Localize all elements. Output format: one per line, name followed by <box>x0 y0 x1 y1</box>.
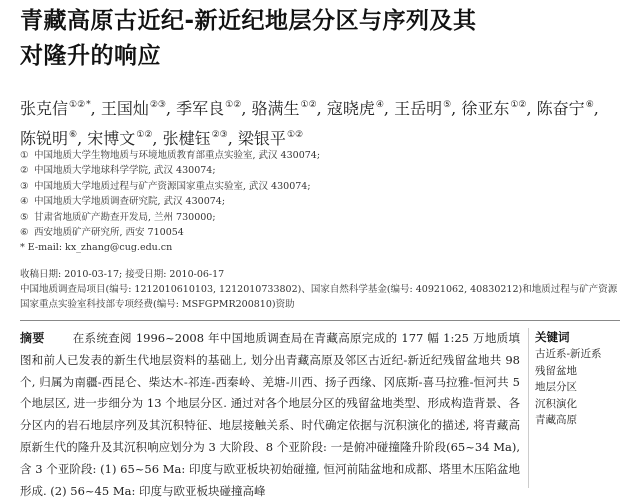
affiliation-text: 中国地质大学生物地质与环境地质教育部重点实验室, 武汉 430074; <box>34 150 321 161</box>
author-name <box>20 99 91 118</box>
author-affiliation-marker: ①② <box>510 100 527 110</box>
keyword-item: 青藏高原 <box>535 414 577 427</box>
affiliation-item <box>20 225 620 240</box>
affiliation-text: 中国地质大学地质过程与矿产资源国家重点实验室, 武汉 430074; <box>34 180 311 192</box>
author-name-text: 寇晓虎 <box>326 99 375 118</box>
author-name-text: 张克信 <box>20 99 69 118</box>
affiliation-item <box>20 148 620 163</box>
author-name <box>87 129 152 148</box>
affiliation-item <box>20 194 620 209</box>
author-affiliation-marker: ①② <box>300 100 317 110</box>
author-name <box>537 99 594 118</box>
author-name-text: 徐亚东 <box>461 99 510 118</box>
affiliation-item <box>20 179 620 194</box>
abstract-section <box>20 328 520 502</box>
affiliation-list <box>20 148 620 256</box>
author-name-text: 陈锐明 <box>20 129 69 148</box>
author-name-text: 王岳明 <box>394 99 443 118</box>
author-name <box>251 99 316 118</box>
author-list: 张克信①②*, 王国灿②③, 季军良①②, 骆满生①②, 寇晓虎④, 王岳明⑤, 徐亚东①②, 陈奋宁⑥, 陈锐明⑥, 宋博文①②, 张楗钰②③, 梁银平①② <box>20 99 599 148</box>
author-affiliation-marker: ②③ <box>211 130 228 140</box>
corresponding-author-marker: * <box>86 100 91 110</box>
author-name-text: 张楗钰 <box>162 129 211 148</box>
keyword-item: 古近系-新近系 <box>535 348 602 360</box>
funding-statement: 中国地质调查局项目(编号: 1212010610103, 1212010733802)、国家自然科学基金(编号: 40921062, 40830212)和地质过程与矿产资源国家重点实验室科技部专项经费(编号: MSFGPMR200810)资助 <box>20 284 618 310</box>
affiliation-number: ① <box>20 150 29 161</box>
author-name-text: 陈奋宁 <box>536 99 585 118</box>
author-name-text: 王国灿 <box>100 99 149 118</box>
received-accepted-dates: 收稿日期: 2010-03-17; 接受日期: 2010-06-17 <box>20 269 225 280</box>
affiliation-text: 西安地质矿产研究所, 西安 710054 <box>34 227 184 239</box>
title-line-1: 青藏高原古近纪-新近纪地层分区与序列及其 <box>20 8 477 34</box>
author-name-text: 季军良 <box>176 99 225 118</box>
keywords-box <box>528 328 637 488</box>
author-name <box>176 99 241 118</box>
author-affiliation-marker: ②③ <box>149 100 166 110</box>
affiliation-number: ⑤ <box>20 211 29 223</box>
affiliation-number: ④ <box>20 196 29 208</box>
affiliation-number: ⑥ <box>20 227 29 239</box>
author-name-text: 骆满生 <box>251 99 300 118</box>
keywords-title: 关键词 <box>535 330 570 344</box>
affiliation-text: 中国地质大学地质调查研究院, 武汉 430074; <box>34 196 226 208</box>
author-affiliation-marker: ①② <box>225 100 242 110</box>
keyword-item: 残留盆地 <box>535 364 577 377</box>
title-line-2: 对隆升的响应 <box>20 43 161 69</box>
author-affiliation-marker: ①② <box>136 130 153 140</box>
author-affiliation-marker: ⑥ <box>69 130 78 140</box>
article-meta <box>20 267 626 312</box>
author-name <box>327 99 384 118</box>
author-name <box>394 99 451 118</box>
abstract-text: 在系统查阅 1996~2008 年中国地质调查局在青藏高原完成的 177 幅 1:25 万地质填图和前人已发表的新生代地层资料的基础上, 划分出青藏高原及邻区古近纪-新近纪残留盆地共 98 个, 归属为南疆-西昆仑、柴达木-祁连-西秦岭、羌塘-川西、扬子西缘、冈底斯-喜马拉雅-恒河共 5 个地层区, 进一步细分为 13 个地层分区. 通过对各个地层分区的残留盆地类型、形成构造背景、各分区内的岩石地层序列及其沉积特征、地层接触关系、时代确定依据与沉积演化的描述, 将青藏高原新生代的隆升及其沉积响应划分为 3 大阶段、8 个亚阶段: 一是俯冲碰撞隆升阶段(65~34 Ma), 含 3 个亚阶段: (1) 65~56 Ma: 印度与欧亚板块初始碰撞, 恒河前陆盆地和成都、塔里木压陷盆地形成. (2) 56~45 Ma: 印度与欧亚板块碰撞高峰 <box>20 331 520 498</box>
author-affiliation-marker: ⑥ <box>585 100 594 110</box>
corresponding-email: * E-mail: kx_zhang@cug.edu.cn <box>20 242 173 254</box>
author-affiliation-marker: ①② <box>69 100 86 110</box>
affiliation-text: 中国地质大学地球科学学院, 武汉 430074; <box>34 165 216 177</box>
author-name-text: 宋博文 <box>87 129 136 148</box>
affiliation-item <box>20 163 620 178</box>
author-affiliation-marker: ⑤ <box>443 100 452 110</box>
abstract-label: 摘要 <box>20 331 45 345</box>
affiliation-text: 甘肃省地质矿产勘查开发局, 兰州 730000; <box>34 211 216 223</box>
keyword-item: 地层分区 <box>535 381 577 394</box>
author-name <box>163 129 228 148</box>
author-name <box>101 99 166 118</box>
author-name <box>461 99 526 118</box>
affiliation-item <box>20 210 620 225</box>
author-affiliation-marker: ④ <box>375 100 384 110</box>
author-name-text: 梁银平 <box>237 129 286 148</box>
section-divider <box>20 320 620 321</box>
author-affiliation-marker: ①② <box>286 130 304 140</box>
keyword-item: 沉积演化 <box>535 397 577 410</box>
paper-title <box>20 4 620 74</box>
affiliation-number: ② <box>20 165 29 177</box>
author-name <box>238 129 303 148</box>
affiliation-number: ③ <box>20 180 29 192</box>
author-name <box>20 129 77 148</box>
